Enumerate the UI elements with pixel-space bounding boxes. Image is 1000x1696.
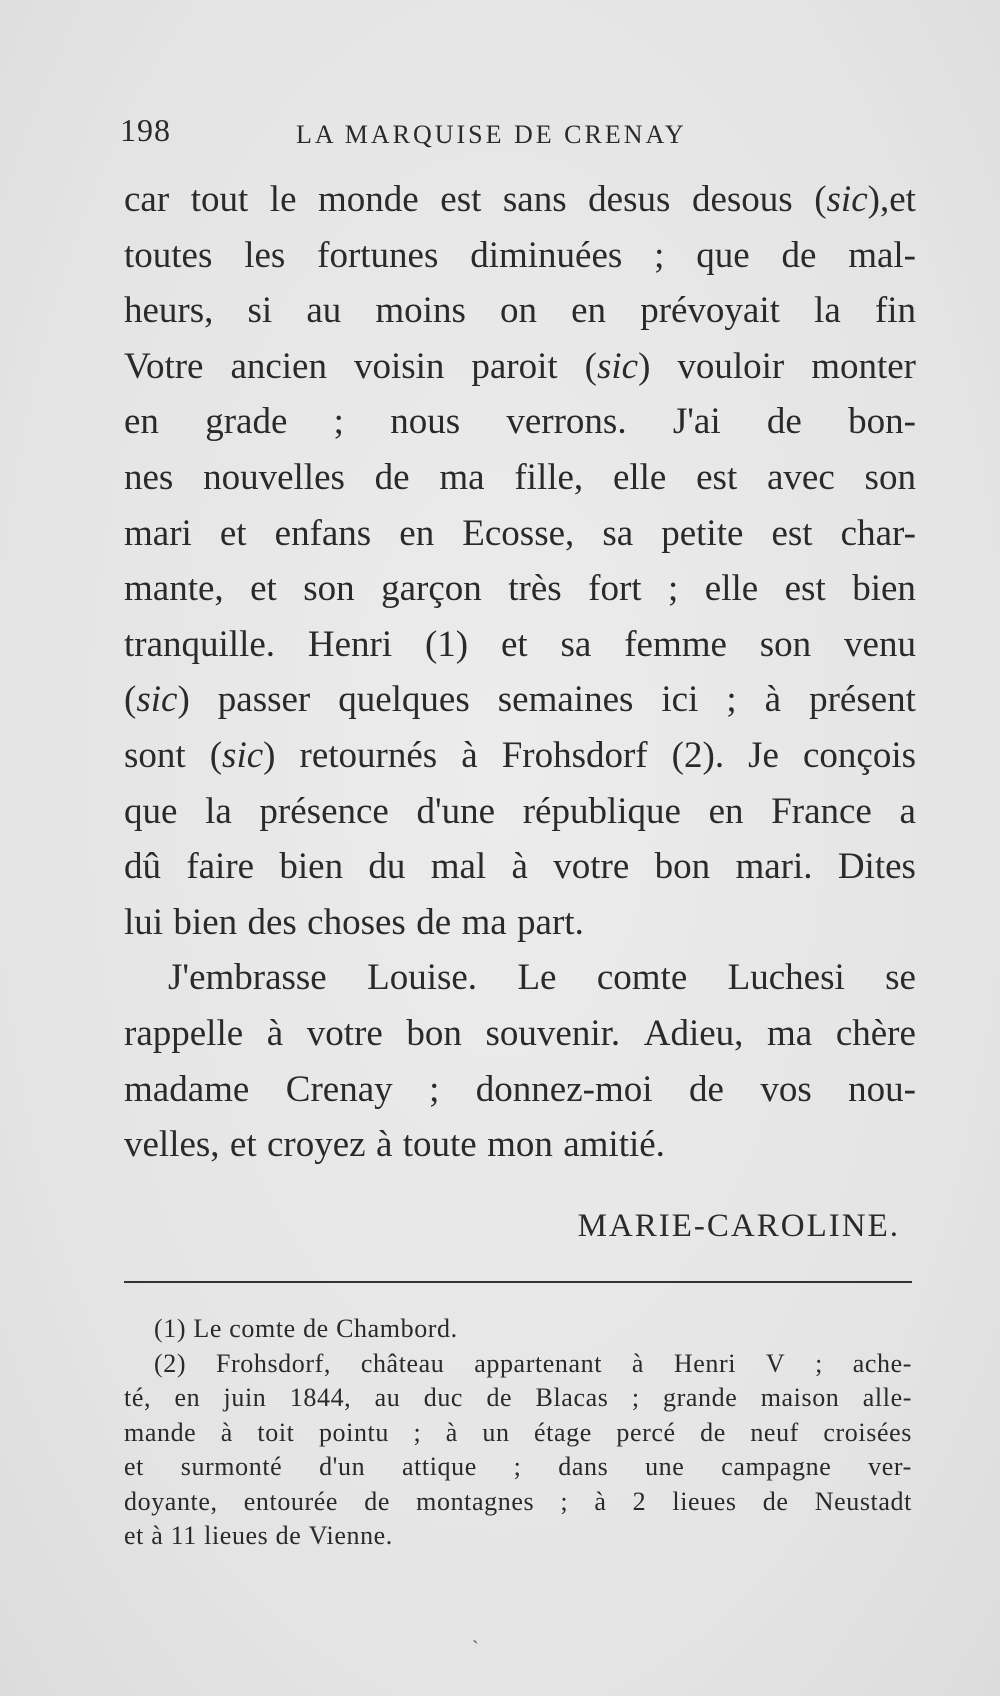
footnote-line: (2) Frohsdorf, château appartenant à Henri V ; ache- [154,1348,912,1378]
text-line: sont (sic) retournés à Frohsdorf (2). Je conçois [124,734,916,776]
text-line: car tout le monde est sans desus desous (sic),et [124,179,916,220]
text-line: velles, et croyez à toute mon amitié. [124,1124,665,1166]
text-line: Votre ancien voisin paroit (sic) vouloir monter [124,345,916,387]
text-line: nes nouvelles de ma fille, elle est avec son [124,456,916,498]
text-line: dû faire bien du mal à votre bon mari. Dites [124,846,916,888]
text-line: que la présence d'une république en France a [124,790,916,832]
text-line: mante, et son garçon très fort ; elle est bien [124,568,916,610]
footnote-line: mande à toit pointu ; à un étage percé de neuf croisées [124,1417,912,1447]
footnote-line: et surmonté d'un attique ; dans une campagne ver- [124,1452,912,1481]
text-line: lui bien des choses de ma part. [124,901,584,943]
footnotes [124,1312,912,1554]
text-line: J'embrasse Louise. Le comte Luchesi se [168,957,916,999]
page-number: 198 [120,112,171,148]
footnote-divider [124,1281,912,1283]
page-header [120,112,920,152]
letter-body [124,172,916,1173]
signature: MARIE-CAROLINE. [577,1208,900,1244]
footnote-line: doyante, entourée de montagnes ; à 2 lieues de Neustadt [124,1486,912,1516]
text-line: mari et enfans en Ecosse, sa petite est char- [124,512,916,554]
ink-mark: ˏ [472,1622,479,1644]
text-line: en grade ; nous verrons. J'ai de bon- [124,401,916,443]
text-line: rappelle à votre bon souvenir. Adieu, ma chère [124,1012,916,1054]
text-line: toutes les fortunes diminuées ; que de mal- [124,234,916,276]
footnote-line: té, en juin 1844, au duc de Blacas ; grande maison alle- [124,1383,912,1412]
footnote-line: (1) Le comte de Chambord. [154,1314,458,1343]
text-line: tranquille. Henri (1) et sa femme son venu [124,623,916,665]
text-line: (sic) passer quelques semaines ici ; à présent [124,679,916,721]
text-line: heurs, si au moins on en prévoyait la fin [124,290,916,332]
running-title: LA MARQUISE DE CRENAY [296,120,687,149]
footnote-line: et à 11 lieues de Vienne. [124,1521,393,1550]
text-line: madame Crenay ; donnez-moi de vos nou- [124,1068,916,1110]
